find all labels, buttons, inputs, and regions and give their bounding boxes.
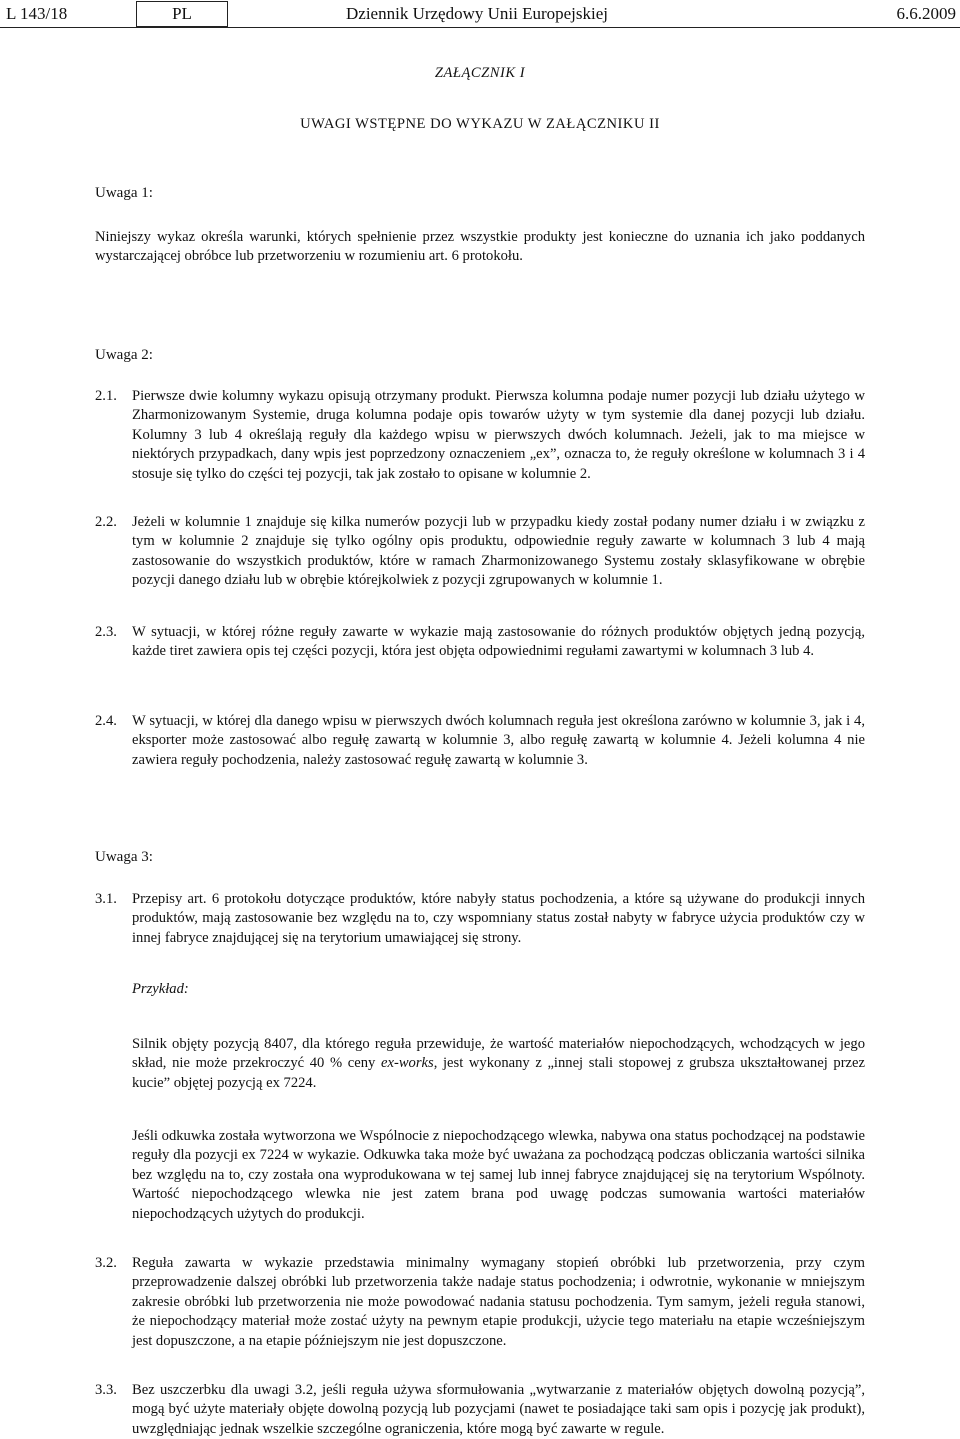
annex-title: ZAŁĄCZNIK I <box>434 65 526 81</box>
item-number: 2.4. <box>95 713 117 729</box>
note-2-3 <box>95 623 865 662</box>
note-2-4 <box>95 712 865 770</box>
note-3-3 <box>95 1381 865 1439</box>
page-reference: L 143/18 <box>6 4 68 23</box>
item-number: 2.1. <box>95 388 117 404</box>
item-text: W sytuacji, w której dla danego wpisu w pierwszych dwóch kolumnach reguła jest określona zarówno w kolumnie 3, jak i 4, eksporter może zastosować albo regułę zawartą w kolumnie 3, albo regułę zawartą w kolumnie 4. Jeżeli kolumna 4 nie zawiera reguły pochodzenia, należy zastosować regułę zawartą w kolumnie 3. <box>132 713 865 768</box>
item-text: Jeżeli w kolumnie 1 znajduje się kilka numerów pozycji lub w przypadku kiedy został podany numer działu i w związku z tym w kolumnie 2 znajduje się tylko ogólny opis produktu, odpowiednie reguły zawarte w kolumnach 3 lub 4 mają zastosowanie do wszystkich produktów, które w ramach Zharmonizowanego Systemu zostały sklasyfikowane w obrębie pozycji danego działu lub w obrębie którejkolwiek z pozycji zgrupowanych w kolumnie 1. <box>132 514 865 589</box>
item-number: 2.3. <box>95 624 117 640</box>
note-2-1 <box>95 387 865 484</box>
publication-date: 6.6.2009 <box>896 4 956 23</box>
language-badge: PL <box>136 1 228 27</box>
journal-title: Dziennik Urzędowy Unii Europejskiej <box>346 4 609 23</box>
note-3-heading: Uwaga 3: <box>95 849 153 865</box>
example-paragraph-1 <box>132 1035 865 1093</box>
item-text: Reguła zawarta w wykazie przedstawia minimalny wymagany stopień obróbki lub przetworzenia, przy czym przeprowadzenie dalszej obróbki lub przetworzenia także nadaje status pochodzenia; i odwrotnie, wykonanie w mniejszym zakresie obróbki lub przetworzenia nie może powodować nadania statusu pochodzenia. Tym samym, jeżeli reguła stanowi, że niepochodzący materiał może zostać użyty na pewnym etapie produkcji, użycie tego materiału na etapie wcześniejszym jest dopuszczone, a na etapie późniejszym nie jest dopuszczone. <box>132 1255 865 1349</box>
note-3-1 <box>95 890 865 948</box>
item-number: 3.2. <box>95 1255 117 1271</box>
note-3-2 <box>95 1254 865 1351</box>
note-2-heading: Uwaga 2: <box>95 347 153 363</box>
example-text-part: Silnik objęty pozycją 8407, dla którego reguła przewiduje, że wartość materiałów niepochodzących, wchodzących w jego skład, nie może przekroczyć 40 % ceny <box>132 1036 865 1072</box>
item-number: 3.3. <box>95 1382 117 1398</box>
note-1-heading: Uwaga 1: <box>95 185 153 201</box>
ex-works-term: ex-works <box>381 1055 434 1072</box>
item-text: Bez uszczerbku dla uwagi 3.2, jeśli reguła używa sformułowania „wytwarzanie z materiałów objętych dowolną pozycją”, mogą być użyte materiały objęte dowolną pozycją lub pozycjami (nawet te posiadające taki sam opis i pozycję jak produkt), uwzględniając jednak wszelkie szczególne ograniczenia, które mogą być zawarte w regule. <box>132 1382 865 1437</box>
item-number: 2.2. <box>95 514 117 530</box>
example-paragraph-2: Jeśli odkuwka została wytworzona we Wspólnocie z niepochodzącego wlewka, nabywa ona status pochodzącej na podstawie reguły dla pozycji ex 7224 w wykazie. Odkuwka taka może być uważana za pochodzącą podczas obliczania wartości silnika bez względu na to, czy została ona wyprodukowana w tej samej lub innej fabryce znajdującej się na terytorium Wspólnoty. Wartość niepochodzącego wlewka nie jest zatem brana pod uwagę podczas sumowania wartości materiałów niepochodzących użytych do produkcji. <box>132 1128 865 1222</box>
item-text: Pierwsze dwie kolumny wykazu opisują otrzymany produkt. Pierwsza kolumna podaje numer pozycji lub działu użytego w Zharmonizowanym Systemie, druga kolumna podaje opis towarów użyty w tym systemie dla danej pozycji lub działu. Kolumny 3 lub 4 określają reguły dla każdego wpisu w pierwszych dwóch kolumnach. Jeżeli, jak to ma miejsce w niektórych przypadkach, dany wpis jest poprzedzony oznaczeniem „ex”, oznacza to, że reguły określone w kolumnach 3 i 4 stosuje się tylko do części tej pozycji, tak jak zostało to opisane w kolumnie 2. <box>132 388 865 482</box>
example-text-part: , jest wykonany z „innej stali stopowej z grubsza ukształtowanej przez kucie” objętej pozycją ex 7224. <box>132 1055 865 1091</box>
item-number: 3.1. <box>95 891 117 907</box>
note-1-text: Niniejszy wykaz określa warunki, których spełnienie przez wszystkie produkty jest konieczne do uznania ich jako poddanych wystarczającej obróbce lub przetworzeniu w rozumieniu art. 6 protokołu. <box>95 229 865 265</box>
header-divider <box>0 27 960 28</box>
example-label: Przykład: <box>132 981 189 997</box>
item-text: Przepisy art. 6 protokołu dotyczące produktów, które nabyły status pochodzenia, a które są używane do produkcji innych produktów, mają zastosowanie bez względu na to, czy wspomniany status został nabyty w fabryce użycia produktów czy w innej fabryce znajdującej się na terytorium umawiającej się strony. <box>132 891 865 946</box>
item-text: W sytuacji, w której różne reguły zawarte w wykazie mają zastosowanie do różnych produktów objętych jedną pozycją, każde tiret zawiera opis tej części pozycji, która jest objęta odpowiednimi regułami zawartymi w kolumnach 3 lub 4. <box>132 624 865 660</box>
note-2-2 <box>95 513 865 591</box>
journal-header <box>0 0 960 28</box>
main-title: UWAGI WSTĘPNE DO WYKAZU W ZAŁĄCZNIKU II <box>300 116 660 132</box>
